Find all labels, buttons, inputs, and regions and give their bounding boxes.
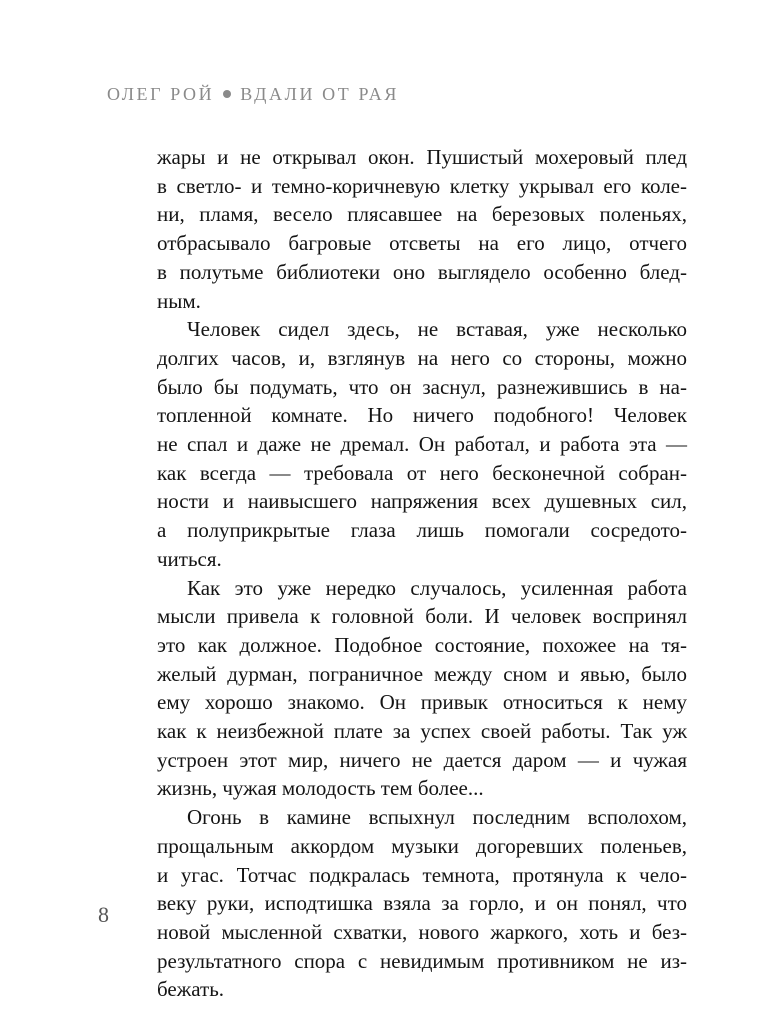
text-line: ности и наивысшего напряжения всех душевных сил, (157, 489, 687, 514)
text-line: было бы подумать, что он заснул, разнежившись в на- (157, 374, 687, 399)
text-line: жизнь, чужая молодость тем более... (157, 776, 484, 801)
text-line: отбрасывало багровые отсветы на его лицо, отчего (157, 231, 687, 256)
text-line: ни, пламя, весело плясавшее на березовых поленьях, (157, 202, 687, 227)
paragraph-3 (157, 574, 687, 804)
text-line: Как это уже нередко случалось, усиленная работа (187, 575, 687, 600)
text-line: а полуприкрытые глаза лишь помогали сосредото- (157, 518, 687, 543)
text-line: как к неизбежной плате за успех своей работы. Так уж (157, 719, 687, 744)
paragraph-4 (157, 803, 687, 1004)
text-line: топленной комнате. Но ничего подобного! Человек (157, 403, 687, 428)
text-line: читься. (157, 546, 222, 571)
text-line: это как должное. Подобное состояние, похожее на тя- (157, 632, 687, 657)
text-line: и угас. Тотчас подкралась темнота, протянула к чело- (157, 862, 687, 887)
page-number: 8 (98, 902, 109, 927)
text-line: устроен этот мир, ничего не дается даром — и чужая (157, 747, 687, 772)
text-line: бежать. (157, 977, 225, 1002)
paragraph-1 (157, 143, 687, 315)
text-line: в полутьме библиотеки оно выглядело особенно блед- (157, 259, 687, 284)
text-line: прощальным аккордом музыки догоревших поленьев, (157, 833, 687, 858)
running-head-title: ВДАЛИ ОТ РАЯ (240, 84, 399, 104)
text-line: долгих часов, и, взглянув на него со стороны, можно (157, 345, 687, 370)
text-line: в светло- и темно-коричневую клетку укрывал его коле- (157, 173, 687, 198)
text-line: ным. (157, 288, 201, 313)
running-head (107, 84, 399, 105)
text-line: Огонь в камине вспыхнул последним всполохом, (187, 805, 687, 830)
text-line: жары и не открывал окон. Пушистый мохеровый плед (157, 145, 687, 169)
text-line: желый дурман, пограничное между сном и явью, было (157, 661, 687, 686)
text-line: веку руки, исподтишка взяла за горло, и он понял, что (157, 891, 687, 916)
text-line: как всегда — требовала от него бесконечной собран- (157, 460, 687, 485)
text-line: Человек сидел здесь, не вставая, уже несколько (187, 317, 687, 342)
text-line: не спал и даже не дремал. Он работал, и работа эта — (157, 432, 687, 457)
text-line: мысли привела к головной боли. И человек воспринял (157, 604, 687, 629)
text-line: ему хорошо знакомо. Он привык относиться к нему (157, 690, 687, 715)
running-head-bullet-icon (223, 90, 231, 98)
paragraph-2 (157, 315, 687, 573)
text-line: новой мысленной схватки, нового жаркого, хоть и без- (157, 919, 687, 944)
running-head-author: ОЛЕГ РОЙ (107, 84, 215, 104)
body-text (157, 143, 687, 1004)
text-line: результатного спора с невидимым противником не из- (157, 948, 687, 973)
